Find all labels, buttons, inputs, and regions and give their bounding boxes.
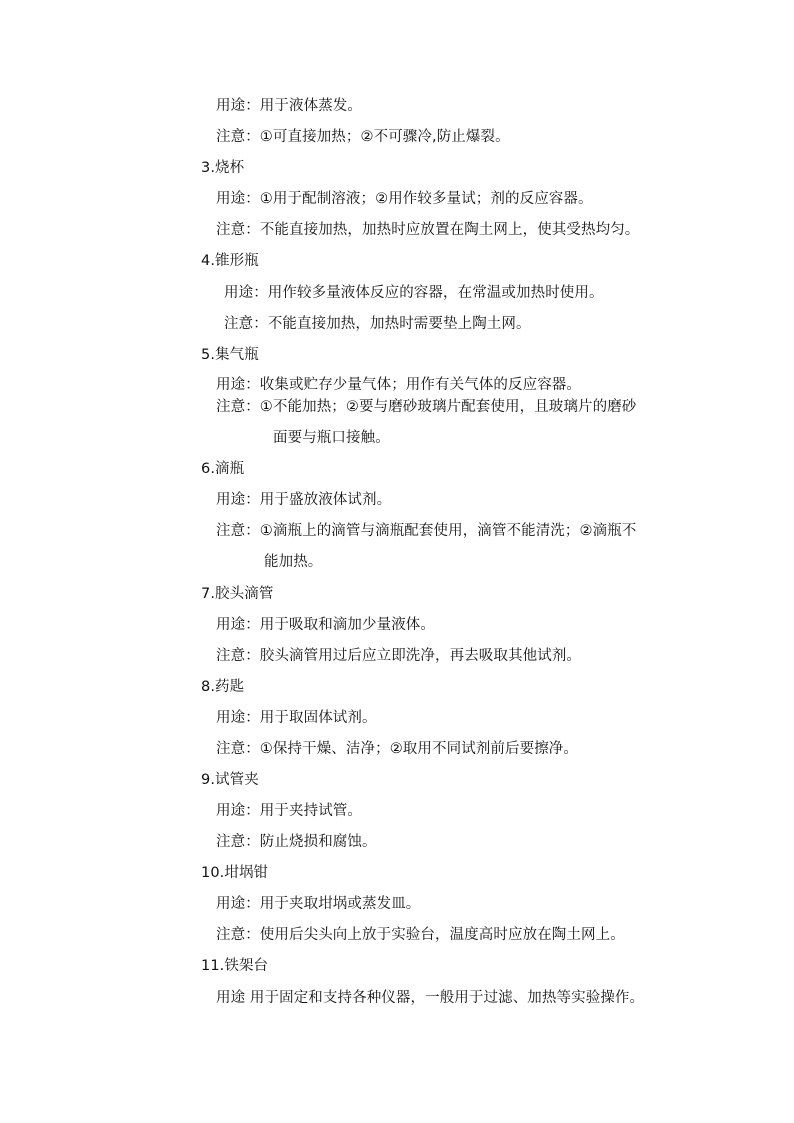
dropping-bottle-caution-continued: 能加热。 bbox=[264, 554, 323, 570]
evaporating-dish-caution: 注意：①可直接加热；②不可骤冷,防止爆裂。 bbox=[216, 129, 510, 145]
rubber-dropper-caution: 注意：胶头滴管用过后应立即洗净，再去吸取其他试剂。 bbox=[216, 648, 581, 664]
evaporating-dish-usage: 用途：用于液体蒸发。 bbox=[216, 98, 362, 114]
gas-jar-caution-continued: 面要与瓶口接触。 bbox=[273, 430, 390, 446]
conical-flask-caution: 注意：不能直接加热，加热时需要垫上陶土网。 bbox=[224, 316, 531, 332]
heading-gas-jar: 5.集气瓶 bbox=[201, 347, 259, 363]
test-tube-holder-usage: 用途：用于夹持试管。 bbox=[216, 803, 362, 819]
heading-crucible-tongs: 10.坩埚钳 bbox=[201, 865, 269, 881]
gas-jar-usage: 用途：收集或贮存少量气体；用作有关气体的反应容器。 bbox=[216, 377, 581, 393]
spatula-caution: 注意：①保持干燥、洁净；②取用不同试剂前后要擦净。 bbox=[216, 741, 578, 757]
heading-conical-flask: 4.锥形瓶 bbox=[201, 253, 259, 269]
rubber-dropper-usage: 用途：用于吸取和滴加少量液体。 bbox=[216, 617, 435, 633]
heading-dropping-bottle: 6.滴瓶 bbox=[201, 461, 245, 477]
dropping-bottle-usage: 用途：用于盛放液体试剂。 bbox=[216, 492, 392, 508]
dropping-bottle-caution: 注意：①滴瓶上的滴管与滴瓶配套使用，滴管不能清洗；②滴瓶不 bbox=[216, 523, 637, 539]
gas-jar-caution: 注意：①不能加热；②要与磨砂玻璃片配套使用，且玻璃片的磨砂 bbox=[216, 399, 637, 415]
crucible-tongs-usage: 用途：用于夹取坩埚或蒸发皿。 bbox=[216, 896, 421, 912]
heading-iron-stand: 11.铁架台 bbox=[201, 958, 269, 974]
spatula-usage: 用途：用于取固体试剂。 bbox=[216, 710, 377, 726]
heading-spatula: 8.药匙 bbox=[201, 679, 245, 695]
heading-test-tube-holder: 9.试管夹 bbox=[201, 772, 259, 788]
test-tube-holder-caution: 注意：防止烧损和腐蚀。 bbox=[216, 834, 377, 850]
crucible-tongs-caution: 注意：使用后尖头向上放于实验台，温度高时应放在陶土网上。 bbox=[216, 927, 625, 943]
heading-rubber-dropper: 7.胶头滴管 bbox=[201, 586, 274, 602]
heading-beaker: 3.烧杯 bbox=[201, 160, 245, 176]
beaker-usage: 用途：①用于配制溶液；②用作较多量试；剂的反应容器。 bbox=[216, 191, 593, 207]
iron-stand-usage: 用途 用于固定和支持各种仪器，一般用于过滤、加热等实验操作。 bbox=[216, 990, 645, 1006]
conical-flask-usage: 用途：用作较多量液体反应的容器，在常温或加热时使用。 bbox=[224, 285, 604, 301]
beaker-caution: 注意：不能直接加热，加热时应放置在陶土网上，使其受热均匀。 bbox=[216, 222, 640, 238]
